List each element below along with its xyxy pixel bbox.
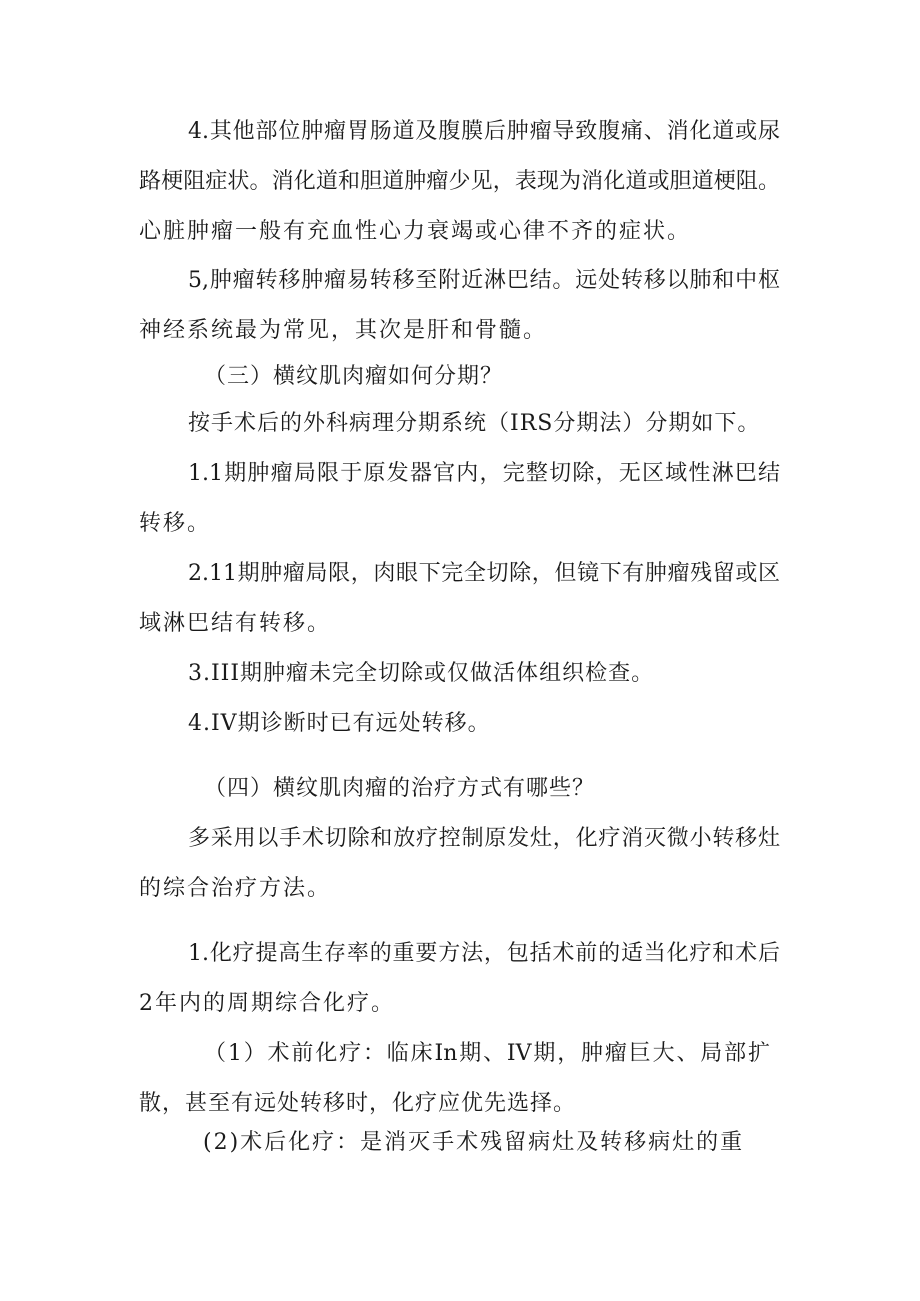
text-line: 的综合治疗方法。	[139, 876, 332, 901]
text-line: 4.其他部位肿瘤胃肠道及腹膜后肿瘤导致腹痛、消化道或尿	[188, 119, 780, 144]
text-line: 多采用以手术切除和放疗控制原发灶，化疗消灭微小转移灶	[188, 826, 780, 851]
text-line: 1.化疗提高生存率的重要方法，包括术前的适当化疗和术后	[188, 941, 780, 966]
section-heading: （四）横纹肌肉瘤的治疗方式有哪些？	[204, 776, 596, 801]
text-line: （1）术前化疗：临床In期、IV期，肿瘤巨大、局部扩	[204, 1041, 770, 1066]
section-heading: （三）横纹肌肉瘤如何分期？	[204, 364, 504, 389]
text-line: 转移。	[139, 511, 212, 536]
text-line: 2年内的周期综合化疗。	[139, 991, 395, 1016]
text-line: 5,肿瘤转移肿瘤易转移至附近淋巴结。远处转移以肺和中枢	[188, 268, 780, 293]
text-line: 1.1期肿瘤局限于原发器官内，完整切除，无区域性淋巴结	[188, 461, 780, 486]
text-line: 路梗阻症状。消化道和胆道肿瘤少见，表现为消化道或胆道梗阻。	[139, 169, 780, 194]
text-line: 3.III期肿瘤未完全切除或仅做活体组织检查。	[188, 661, 655, 686]
text-line: 域淋巴结有转移。	[139, 611, 332, 636]
text-line: 按手术后的外科病理分期系统（IRS分期法）分期如下。	[188, 411, 761, 436]
text-line: 心脏肿瘤一般有充血性心力衰竭或心律不齐的症状。	[139, 219, 692, 244]
text-line: 神经系统最为常见，其次是肝和骨髓。	[139, 318, 548, 343]
text-line: 散，甚至有远处转移时，化疗应优先选择。	[139, 1091, 577, 1116]
text-line: 2.11期肿瘤局限，肉眼下完全切除，但镜下有肿瘤残留或区	[188, 561, 780, 586]
text-line: (2)术后化疗：是消灭手术残留病灶及转移病灶的重	[203, 1130, 745, 1155]
text-line: 4.IV期诊断时已有远处转移。	[188, 711, 491, 736]
